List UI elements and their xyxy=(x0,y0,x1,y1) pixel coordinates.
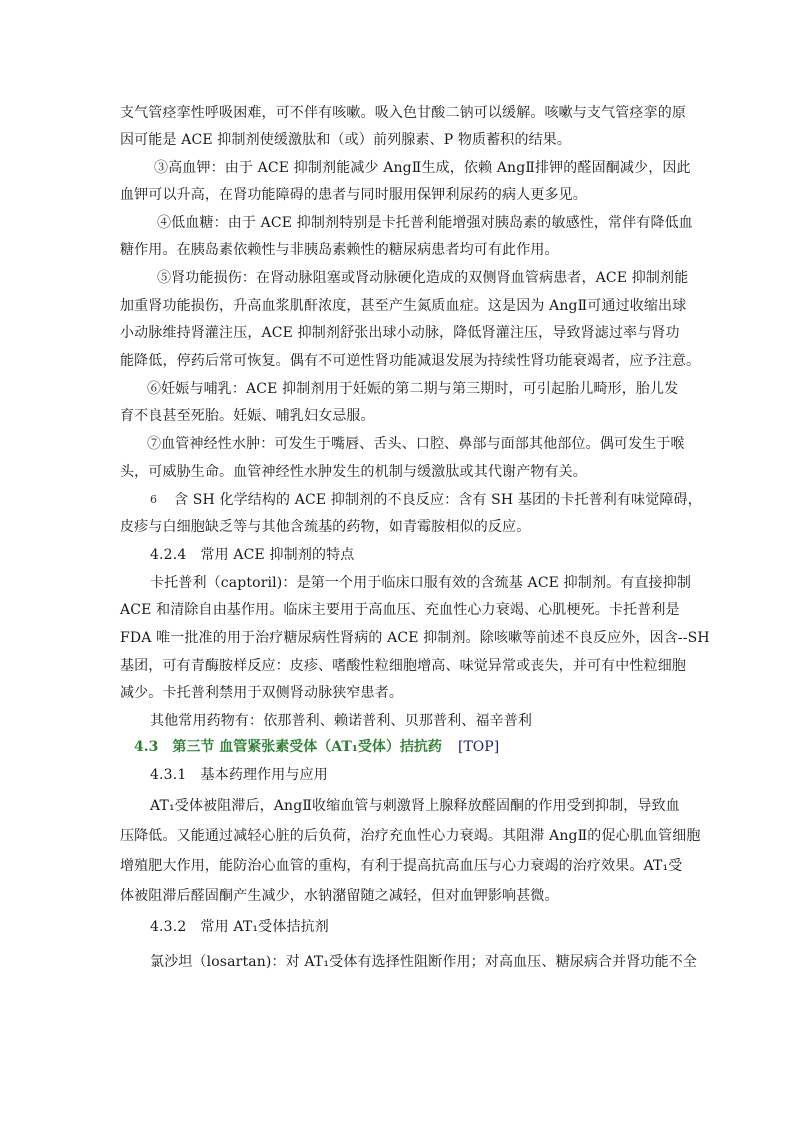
paragraph-line: 糖作用。在胰岛素依赖性与非胰岛素赖性的糖尿病患者均可有此作用。 xyxy=(120,242,559,258)
paragraph-line: 血钾可以升高，在肾功能障碍的患者与同时服用保钾利尿药的病人更多见。 xyxy=(120,187,587,203)
paragraph-line: FDA 唯一批准的用于治疗糖尿病性肾病的 ACE 抑制剂。除咳嗽等前述不良反应外，因含--SH xyxy=(120,630,710,646)
top-link[interactable]: [TOP] xyxy=(458,739,500,755)
paragraph-line: ACE 和清除自由基作用。临床主要用于高血压、充血性心力衰竭、心肌梗死。卡托普利是 xyxy=(120,602,680,618)
paragraph-line: 头，可威胁生命。血管神经性水肿发生的机制与缓激肽或其代谢产物有关。 xyxy=(120,464,587,480)
paragraph-line: 减少。卡托普利禁用于双侧肾动脉狭窄患者。 xyxy=(120,685,403,701)
section-heading: 4.3 第三节 血管紧张素受体（AT₁受体）拮抗药 xyxy=(134,739,442,755)
paragraph-line: 因可能是 ACE 抑制剂使缓激肽和（或）前列腺素、P 物质蓄积的结果。 xyxy=(120,132,572,148)
paragraph-line: 加重肾功能损伤，升高血浆肌酐浓度，甚至产生氮质血症。这是因为 AngⅡ可通过收缩出球 xyxy=(120,298,687,314)
paragraph-line: 体被阻滞后醛固酮产生减少，水钠潴留随之减轻，但对血钾影响甚微。 xyxy=(120,888,559,904)
subsection-heading: 4.3.1 基本药理作用与应用 xyxy=(150,767,328,783)
paragraph-line: 能降低，停药后常可恢复。偶有不可逆性肾功能减退发展为持续性肾功能衰竭者，应予注意。 xyxy=(120,353,701,369)
paragraph-line: 支气管痉挛性呼吸困难，可不伴有咳嗽。吸入色甘酸二钠可以缓解。咳嗽与支气管痉挛的原 xyxy=(120,105,686,121)
list-number: 6 xyxy=(150,493,157,506)
paragraph-line: 压降低。又能通过减轻心脏的后负荷，治疗充血性心力衰竭。其阻滞 AngⅡ的促心肌血管细胞 xyxy=(120,828,701,844)
paragraph-line: 小动脉维持肾灌注压，ACE 抑制剂舒张出球小动脉，降低肾灌注压，导致肾滤过率与肾功 xyxy=(120,325,680,341)
paragraph-line: ③高血钾：由于 ACE 抑制剂能减少 AngⅡ生成，依赖 AngⅡ排钾的醛固酮减少，因此 xyxy=(154,160,691,176)
subsection-heading: 4.3.2 常用 AT₁受体拮抗剂 xyxy=(150,919,329,935)
subsection-heading: 4.2.4 常用 ACE 抑制剂的特点 xyxy=(150,547,355,563)
paragraph-line: AT₁受体被阻滞后，AngⅡ收缩血管与刺激肾上腺释放醛固酮的作用受到抑制，导致血 xyxy=(150,798,680,814)
paragraph-line: 增殖肥大作用，能防治心血管的重构，有利于提高抗高血压与心力衰竭的治疗效果。AT₁受 xyxy=(120,858,683,874)
paragraph-line: 基团，可有青酶胺样反应：皮疹、嗜酸性粒细胞增高、味觉异常或丧失，并可有中性粒细胞 xyxy=(120,658,686,674)
paragraph-line: ⑥妊娠与哺乳：ACE 抑制剂用于妊娠的第二期与第三期时，可引起胎儿畸形，胎儿发 xyxy=(147,381,679,397)
paragraph-line: ④低血糖：由于 ACE 抑制剂特别是卡托普利能增强对胰岛素的敏感性，常伴有降低血 xyxy=(157,215,693,231)
paragraph-line: ⑤肾功能损伤：在肾动脉阻塞或肾动脉硬化造成的双侧肾血管病患者，ACE 抑制剂能 xyxy=(157,270,689,286)
paragraph-line: 卡托普利（captoril)：是第一个用于临床口服有效的含巯基 ACE 抑制剂。有直接抑制 xyxy=(150,575,692,591)
paragraph-line: 皮疹与白细胞缺乏等与其他含巯基的药物，如青霉胺相似的反应。 xyxy=(120,519,531,535)
paragraph-line: 其他常用药物有：依那普利、赖诺普利、贝那普利、福辛普利 xyxy=(150,713,533,729)
paragraph-line: 育不良甚至死胎。妊娠、哺乳妇女忌服。 xyxy=(120,408,375,424)
paragraph-line: ⑦血管神经性水肿：可发生于嘴唇、舌头、口腔、鼻部与面部其他部位。偶可发生于喉 xyxy=(147,436,685,452)
paragraph-line: 氯沙坦（losartan)：对 AT₁受体有选择性阻断作用；对高血压、糖尿病合并肾功能不全 xyxy=(150,954,698,970)
paragraph-line: 含 SH 化学结构的 ACE 抑制剂的不良反应：含有 SH 基团的卡托普利有味觉障碍， xyxy=(174,492,702,508)
